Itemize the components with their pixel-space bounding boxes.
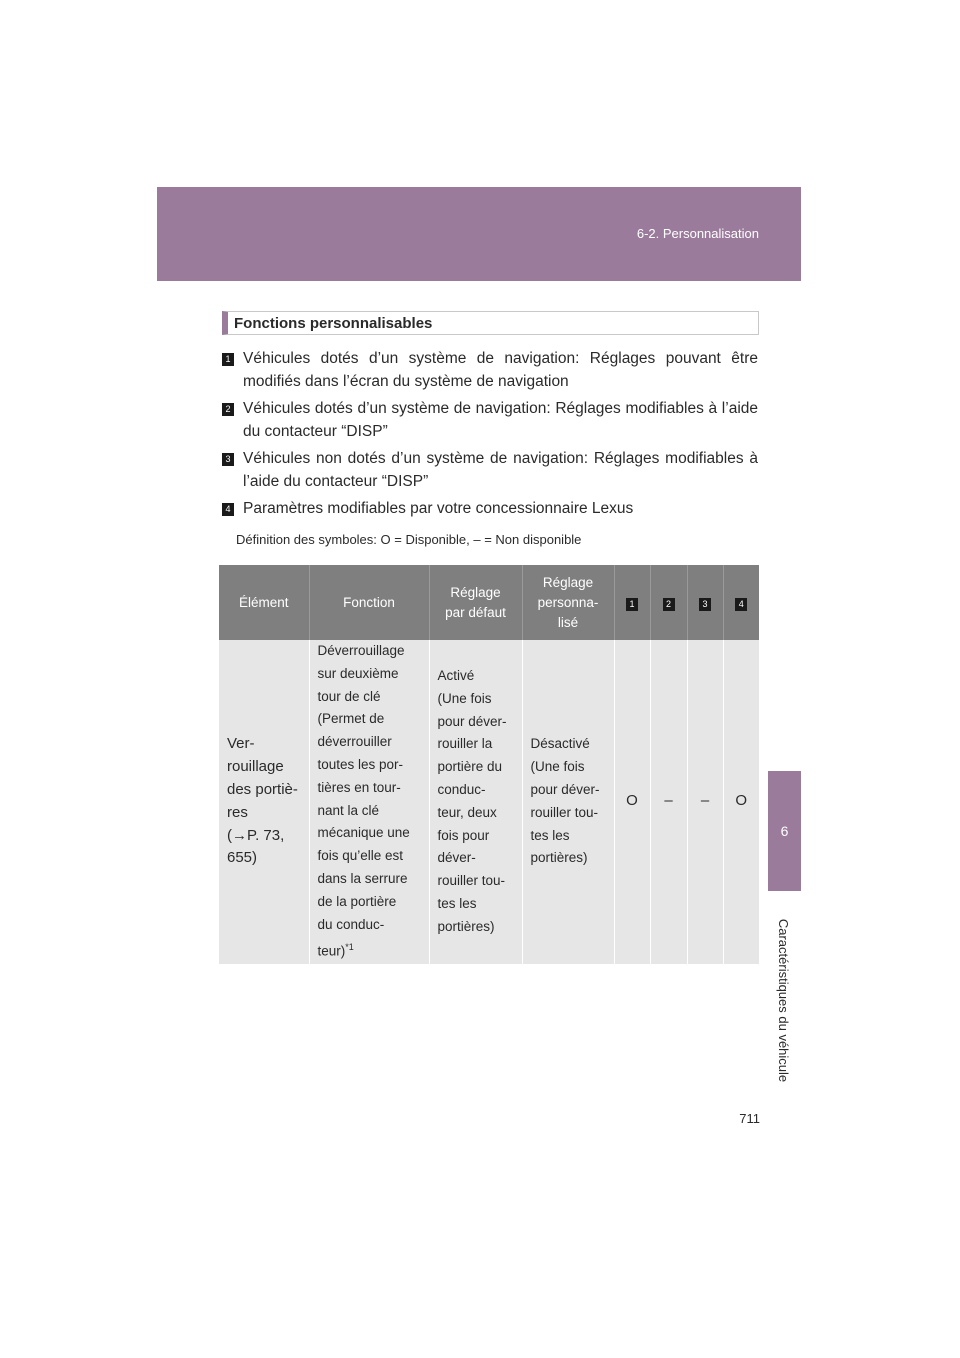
cell-mark-1: O <box>614 640 650 964</box>
header-element: Élément <box>219 565 309 640</box>
legend-text: Véhicules dotés d’un système de navigation: Réglages pouvant être modifiés dans l’écran du système de navigation <box>243 350 758 390</box>
chapter-number: 6 <box>780 823 789 839</box>
footnote-marker: *1 <box>345 942 354 953</box>
number-badge: 1 <box>626 598 638 611</box>
page-number: 711 <box>739 1111 760 1126</box>
header-band <box>157 187 801 281</box>
settings-table <box>219 565 759 964</box>
header-section-title: 6-2. Personnalisation <box>636 226 759 241</box>
header-num-4 <box>723 565 759 640</box>
number-badge: 2 <box>663 598 675 611</box>
section-title <box>222 311 759 335</box>
legend-number-badge: 4 <box>222 503 234 516</box>
legend-item <box>222 497 758 520</box>
header-num-2 <box>650 565 687 640</box>
chapter-label: Caractéristiques du véhicule <box>776 918 792 1082</box>
legend-number-badge: 2 <box>222 403 234 416</box>
legend-number-badge: 1 <box>222 353 234 366</box>
number-badge: 4 <box>735 598 747 611</box>
table-row <box>219 640 759 964</box>
section-title-text: Fonctions personnalisables <box>234 314 433 332</box>
table-header-row <box>219 565 759 640</box>
cell-fonction-text: Déverrouillage sur deuxième tour de clé (Permet de déverrouiller toutes les por- tières en tour- nant la clé mécanique une fois qu’elle est dans la serrure de la portière du conduc- teur) <box>317 643 410 959</box>
number-badge: 3 <box>699 598 711 611</box>
chapter-tab <box>768 771 801 891</box>
legend-item <box>222 447 758 493</box>
symbol-definition: Définition des symboles: O = Disponible, – = Non disponible <box>236 532 582 547</box>
legend-item <box>222 397 758 443</box>
header-defaut: Réglage par défaut <box>429 565 522 640</box>
cell-mark-4: O <box>723 640 759 964</box>
header-num-3 <box>687 565 723 640</box>
cell-defaut: Activé (Une fois pour déver- rouiller la portière du conduc- teur, deux fois pour déver- rouiller tou- tes les portières) <box>429 640 522 964</box>
cell-perso: Désactivé (Une fois pour déver- rouiller tou- tes les portières) <box>522 640 614 964</box>
legend-text: Véhicules non dotés d’un système de navigation: Réglages modifiables à l’aide du contacteur “DISP” <box>243 450 758 490</box>
cell-fonction <box>309 640 429 964</box>
legend-text: Véhicules dotés d’un système de navigation: Réglages modifiables à l’aide du contacteur “DISP” <box>243 400 758 440</box>
cell-mark-2: – <box>650 640 687 964</box>
cell-element: Ver- rouillage des portiè- res (→P. 73, 655) <box>219 640 309 964</box>
legend-list <box>222 347 758 524</box>
legend-text: Paramètres modifiables par votre concessionnaire Lexus <box>243 500 634 517</box>
legend-number-badge: 3 <box>222 453 234 466</box>
cell-mark-3: – <box>687 640 723 964</box>
legend-item <box>222 347 758 393</box>
header-fonction: Fonction <box>309 565 429 640</box>
header-num-1 <box>614 565 650 640</box>
header-perso: Réglage personna- lisé <box>522 565 614 640</box>
chapter-label-wrap <box>770 900 798 1100</box>
